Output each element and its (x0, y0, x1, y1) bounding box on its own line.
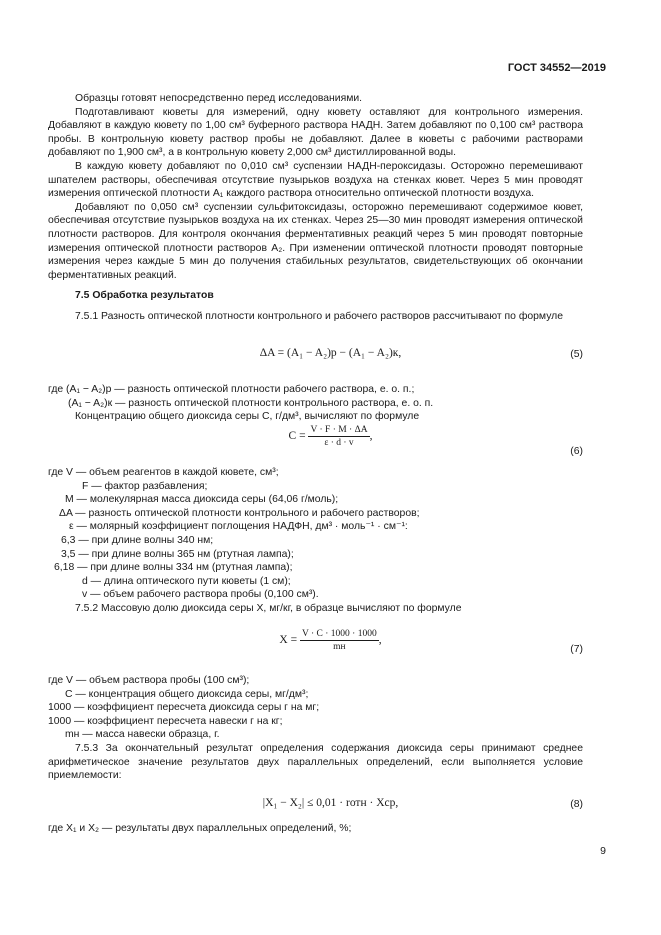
paragraph: Добавляют по 0,050 см³ суспензии сульфитоксидазы, осторожно перемешивают содержимое кювет, обеспечивая отсутствие пузырьков воздуха на их стенках. Через 25—30 мин проводят измерения оптической плотности растворов. Для контроля окончания ферментативных реакций через 5 мин проводят повторные измерения оптической плотности растворов A₂. При изменении оптической плотности проводят повторные измерения через каждые 5 мин до получения стабильных результатов, свидетельствующих об окончании ферментативных реакций. (48, 201, 583, 281)
fraction (308, 424, 369, 449)
paragraph: Образцы готовят непосредственно перед исследованиями. (75, 93, 363, 104)
legend-line: 6,3 — при длине волны 340 нм; (61, 534, 214, 546)
equation-number-8: (8) (570, 799, 583, 810)
paragraph: Подготавливают кюветы для измерений, одну кювету оставляют для контрольного измерения. Добавляют в каждую кювету по 1,00 см³ буферного раствора НАДН. Затем добавляют по 0,100 см³ раствора пробы. В контрольную кювету раствор пробы не добавляют. Далее в кюветы с рабочими растворами добавляют по 1,900 см³, а в контрольную кювету 2,000 см³ дистиллированной воды. (48, 106, 583, 159)
document-code: ГОСТ 34552—2019 (507, 62, 606, 74)
legend-line: F — фактор разбавления; (82, 480, 208, 492)
equation-number-5: (5) (570, 349, 583, 360)
legend-line: где (A₁ − A₂)р — разность оптической плотности рабочего раствора, е. о. п.; (48, 384, 415, 395)
formula-lhs: C = (288, 430, 306, 443)
body-top (48, 92, 583, 324)
paragraph: Концентрацию общего диоксида серы C, г/дм³, вычисляют по формуле (75, 411, 420, 423)
formula-6 (0, 424, 661, 449)
legend-7 (48, 674, 583, 783)
clause-7-5-2: 7.5.2 Массовую долю диоксида серы X, мг/кг, в образце вычисляют по формуле (75, 602, 462, 614)
legend-line: где V — объем раствора пробы (100 см³); (48, 675, 250, 686)
clause-7-5-3: 7.5.3 За окончательный результат определения содержания диоксида серы принимают среднее арифметическое значение результатов двух параллельных определений, если выполняется условие приемлемости: (48, 742, 583, 782)
fraction (300, 628, 379, 653)
legend-8 (48, 822, 583, 836)
fraction-numerator: V · F · M · ΔA (310, 425, 368, 435)
paragraph: В каждую кювету добавляют по 0,010 см³ суспензии НАДН-пероксидазы. Осторожно перемешивают шпателем растворы, обеспечивая отсутствие пузырьков воздуха на стенках кювет. Через 5 мин проводят измерения оптической плотности A₁ каждого раствора относительно оптической плотности воздуха. (48, 160, 583, 200)
legend-line: 6,18 — при длине волны 334 нм (ртутная лампа); (54, 562, 293, 574)
formula-5: ΔA = (A₁ − A₂)р − (A₁ − A₂)к, (259, 347, 402, 359)
equation-number-7: (7) (570, 644, 583, 655)
fraction-denominator: mн (333, 642, 346, 652)
fraction-numerator: V · C · 1000 · 1000 (301, 629, 377, 639)
legend-line: v — объем рабочего раствора пробы (0,100 см³). (82, 589, 319, 601)
legend-line: где X₁ и X₂ — результаты двух параллельных определений, %; (48, 823, 352, 834)
legend-line: d — длина оптического пути кюветы (1 см); (82, 575, 291, 587)
legend-line: ε — молярный коэффициент поглощения НАДФН, дм³ · моль⁻¹ · см⁻¹: (69, 521, 408, 533)
legend-line: M — молекулярная масса диоксида серы (64,06 г/моль); (65, 494, 339, 506)
legend-line: (A₁ − A₂)к — разность оптической плотности контрольного раствора, е. о. п. (68, 397, 434, 409)
formula-tail: , (378, 634, 382, 647)
legend-line: 3,5 — при длине волны 365 нм (ртутная лампа); (61, 548, 294, 560)
legend-line: где V — объем реагентов в каждой кювете, см³; (48, 467, 279, 478)
formula-tail: , (369, 430, 373, 443)
legend-line: ΔA — разность оптической плотности контрольного и рабочего растворов; (59, 507, 420, 519)
page-number: 9 (600, 845, 606, 858)
legend-line: C — концентрация общего диоксида серы, мг/дм³; (65, 688, 309, 700)
equation-number-6: (6) (570, 446, 583, 457)
fraction-denominator: ε · d · v (324, 438, 354, 448)
legend-line: mн — масса навески образца, г. (65, 729, 220, 741)
formula-7 (0, 628, 661, 653)
legend-6 (48, 466, 583, 616)
formula-lhs: X = (279, 634, 298, 647)
legend-5 (48, 383, 583, 424)
section-heading: 7.5 Обработка результатов (75, 290, 214, 302)
clause-7-5-1: 7.5.1 Разность оптической плотности контрольного и рабочего растворов рассчитывают по формуле (75, 310, 563, 322)
legend-line: 1000 — коэффициент пересчета диоксида серы г на мг; (48, 702, 320, 714)
legend-line: 1000 — коэффициент пересчета навески г на кг; (48, 715, 283, 727)
formula-8: |X₁ − X₂| ≤ 0,01 · rотн · Xср, (262, 797, 399, 809)
